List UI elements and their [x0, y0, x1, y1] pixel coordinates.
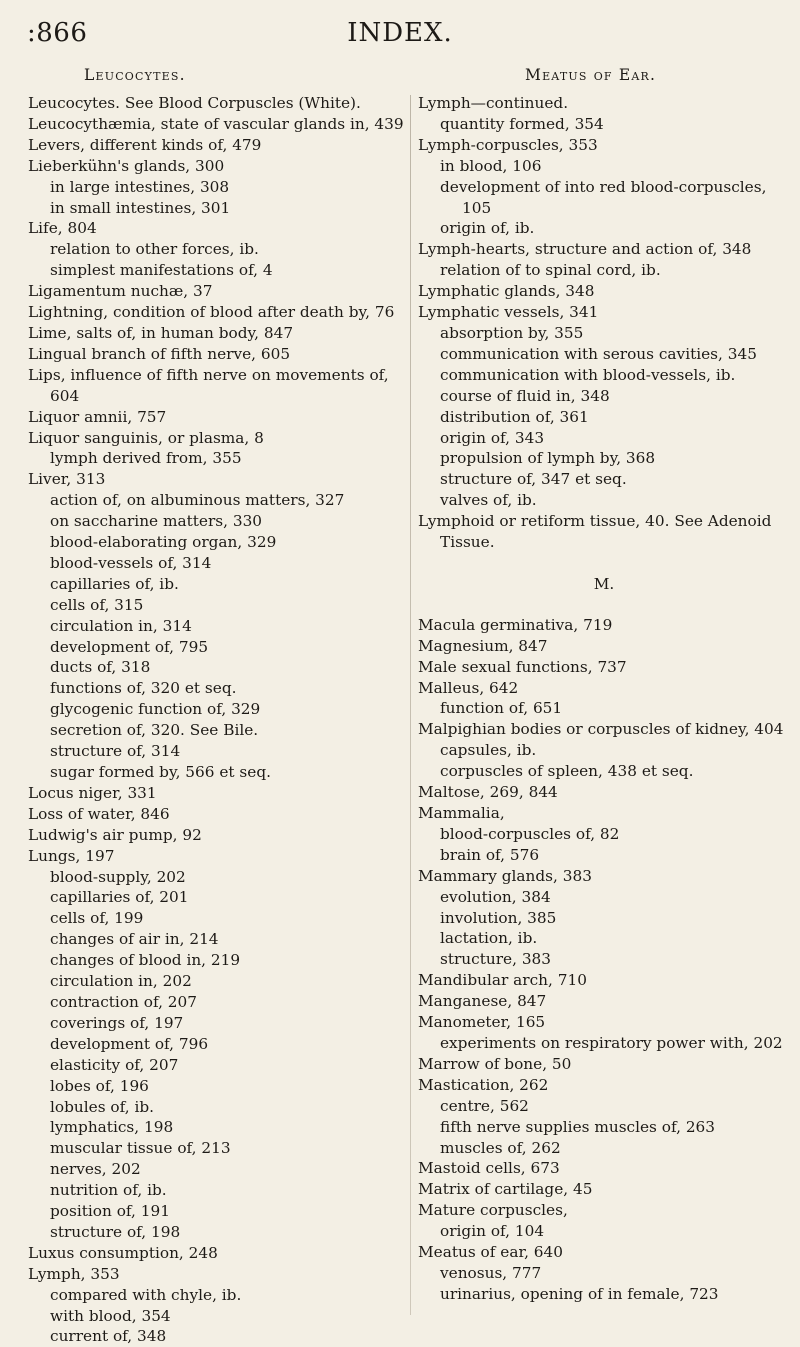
- index-subentry: action of, on albuminous matters, 327: [50, 491, 345, 510]
- index-subentry: development of, 796: [50, 1034, 209, 1053]
- index-subentry: secretion of, 320. See Bile.: [50, 721, 259, 740]
- index-subentry: structure of, 347 et seq.: [440, 470, 627, 489]
- index-entry: Meatus of ear, 640: [418, 1243, 564, 1262]
- index-entry: Lymphatic glands, 348: [418, 282, 595, 301]
- column-divider: [410, 95, 411, 1315]
- index-subentry: evolution, 384: [440, 887, 551, 906]
- index-subentry: coverings of, 197: [50, 1013, 184, 1032]
- index-entry: Lightning, condition of blood after death by, 76: [28, 303, 395, 322]
- index-subentry: blood-supply, 202: [50, 867, 186, 886]
- index-entry: Leucocythæmia, state of vascular glands in, 439: [28, 114, 404, 133]
- index-subentry: experiments on respiratory power with, 202: [440, 1033, 783, 1052]
- index-entry: Ludwig's air pump, 92: [28, 825, 202, 844]
- index-entry: Locus niger, 331: [28, 783, 157, 802]
- page-number: :866: [27, 18, 88, 48]
- index-subentry: capillaries of, 201: [50, 888, 189, 907]
- index-entry: Ligamentum nuchæ, 37: [28, 282, 213, 301]
- index-entry: Mastication, 262: [418, 1075, 549, 1094]
- index-subentry: muscles of, 262: [440, 1138, 561, 1157]
- index-subentry: in small intestines, 301: [50, 198, 231, 217]
- index-subentry: capsules, ib.: [440, 741, 537, 760]
- index-subentry: structure of, 198: [50, 1222, 181, 1241]
- index-entry: Magnesium, 847: [418, 636, 548, 655]
- index-entry: Levers, different kinds of, 479: [28, 135, 262, 154]
- page-title: INDEX.: [347, 18, 453, 48]
- index-subentry: course of fluid in, 348: [440, 386, 610, 405]
- index-subentry: development of into red blood-corpuscles, 105: [440, 177, 767, 217]
- index-subentry: in large intestines, 308: [50, 177, 230, 196]
- index-entry: Lungs, 197: [28, 846, 115, 865]
- index-subentry: lobes of, 196: [50, 1076, 149, 1095]
- index-subentry: sugar formed by, 566 et seq.: [50, 763, 271, 781]
- index-subentry: position of, 191: [50, 1202, 170, 1221]
- index-subentry: simplest manifestations of, 4: [50, 261, 273, 280]
- index-subentry: on saccharine matters, 330: [50, 512, 263, 531]
- index-subentry: blood-vessels of, 314: [50, 553, 212, 572]
- index-subentry: lactation, ib.: [440, 929, 538, 948]
- index-subentry: lymphatics, 198: [50, 1118, 174, 1137]
- index-entry: Luxus consumption, 248: [28, 1243, 218, 1262]
- index-entry: Male sexual functions, 737: [418, 657, 627, 676]
- index-subentry: quantity formed, 354: [440, 114, 604, 133]
- index-entry: Manganese, 847: [418, 992, 547, 1011]
- index-entry: Manometer, 165: [418, 1013, 546, 1032]
- index-subentry: contraction of, 207: [50, 992, 197, 1011]
- index-subentry: circulation in, 314: [50, 616, 192, 635]
- index-entry: Malleus, 642: [418, 678, 519, 697]
- index-subentry: functions of, 320 et seq.: [50, 679, 237, 698]
- index-subentry: structure, 383: [440, 950, 552, 969]
- index-entry: Liquor sanguinis, or plasma, 8: [28, 428, 264, 447]
- index-entry: Lymph-corpuscles, 353: [418, 135, 598, 154]
- index-subentry: changes of air in, 214: [50, 930, 219, 949]
- index-subentry: origin of, 104: [440, 1222, 545, 1241]
- index-subentry: origin of, ib.: [440, 219, 535, 238]
- index-entry: Malpighian bodies or corpuscles of kidney, 404: [418, 720, 784, 739]
- index-subentry: with blood, 354: [50, 1306, 171, 1325]
- left-running-head: Leucocytes.: [84, 66, 186, 84]
- index-entry: Lymph-hearts, structure and action of, 348: [418, 240, 752, 259]
- index-subentry: glycogenic function of, 329: [50, 700, 261, 719]
- index-subentry: in blood, 106: [440, 156, 542, 175]
- index-subentry: absorption by, 355: [440, 323, 584, 342]
- right-index-column: [418, 93, 790, 1305]
- index-entry: Life, 804: [28, 219, 97, 238]
- index-entry: Lymphoid or retiform tissue, 40. See Adenoid Tissue.: [418, 512, 772, 552]
- index-subentry: cells of, 199: [50, 909, 144, 928]
- index-entry: Mature corpuscles,: [418, 1201, 568, 1220]
- index-subentry: relation of to spinal cord, ib.: [440, 261, 661, 280]
- index-subentry: nerves, 202: [50, 1160, 141, 1179]
- index-entry: Lingual branch of fifth nerve, 605: [28, 344, 291, 363]
- index-subentry: structure of, 314: [50, 742, 181, 761]
- index-entry: Matrix of cartilage, 45: [418, 1180, 593, 1199]
- index-entry: Lime, salts of, in human body, 847: [28, 323, 294, 342]
- index-subentry: brain of, 576: [440, 845, 540, 864]
- index-entry: Lymph—continued.: [418, 94, 569, 112]
- index-subentry: nutrition of, ib.: [50, 1181, 167, 1200]
- index-entry: Lymph, 353: [28, 1264, 120, 1283]
- index-subentry: cells of, 315: [50, 595, 144, 614]
- right-running-head: Meatus of Ear.: [525, 66, 657, 84]
- index-subentry: corpuscles of spleen, 438 et seq.: [440, 762, 694, 781]
- index-subentry: changes of blood in, 219: [50, 951, 241, 970]
- index-subentry: venosus, 777: [440, 1263, 542, 1282]
- index-entry: Loss of water, 846: [28, 804, 170, 823]
- index-entry: Mammary glands, 383: [418, 866, 592, 885]
- index-subentry: compared with chyle, ib.: [50, 1285, 242, 1304]
- index-subentry: development of, 795: [50, 637, 209, 656]
- index-subentry: function of, 651: [440, 699, 563, 718]
- index-entry: Mastoid cells, 673: [418, 1159, 560, 1178]
- index-subentry: blood-corpuscles of, 82: [440, 824, 620, 843]
- index-entry: Mammalia,: [418, 804, 505, 822]
- index-subentry: elasticity of, 207: [50, 1055, 179, 1074]
- index-subentry: capillaries of, ib.: [50, 574, 179, 593]
- index-subentry: ducts of, 318: [50, 658, 151, 677]
- index-entry: Macula germinativa, 719: [418, 615, 613, 634]
- index-subentry: communication with blood-vessels, ib.: [440, 365, 736, 384]
- index-entry: Maltose, 269, 844: [418, 783, 558, 802]
- index-entry: Mandibular arch, 710: [418, 971, 587, 990]
- index-subentry: current of, 348: [50, 1327, 167, 1346]
- index-subentry: origin of, 343: [440, 428, 545, 447]
- index-entry: Lieberkühn's glands, 300: [28, 156, 225, 175]
- index-subentry: distribution of, 361: [440, 407, 589, 426]
- index-subentry: centre, 562: [440, 1096, 529, 1115]
- index-subentry: lobules of, ib.: [50, 1097, 155, 1116]
- index-subentry: lymph derived from, 355: [50, 449, 242, 468]
- index-subentry: circulation in, 202: [50, 972, 192, 991]
- index-entry: Liver, 313: [28, 470, 106, 489]
- left-index-column: [28, 93, 406, 1347]
- index-subentry: valves of, ib.: [440, 491, 537, 510]
- index-entry: Lips, influence of fifth nerve on movements of, 604: [28, 365, 389, 405]
- index-subentry: communication with serous cavities, 345: [440, 344, 757, 363]
- index-subentry: propulsion of lymph by, 368: [440, 449, 656, 468]
- index-subentry: fifth nerve supplies muscles of, 263: [440, 1117, 716, 1136]
- section-letter: M.: [593, 574, 615, 593]
- index-subentry: muscular tissue of, 213: [50, 1139, 231, 1158]
- index-entry: Leucocytes. See Blood Corpuscles (White).: [28, 94, 361, 112]
- index-subentry: involution, 385: [440, 908, 557, 927]
- index-subentry: blood-elaborating organ, 329: [50, 533, 277, 552]
- index-entry: Marrow of bone, 50: [418, 1054, 572, 1073]
- index-subentry: relation to other forces, ib.: [50, 240, 259, 259]
- index-subentry: urinarius, opening of in female, 723: [440, 1284, 719, 1303]
- index-entry: Lymphatic vessels, 341: [418, 303, 599, 322]
- index-entry: Liquor amnii, 757: [28, 407, 167, 426]
